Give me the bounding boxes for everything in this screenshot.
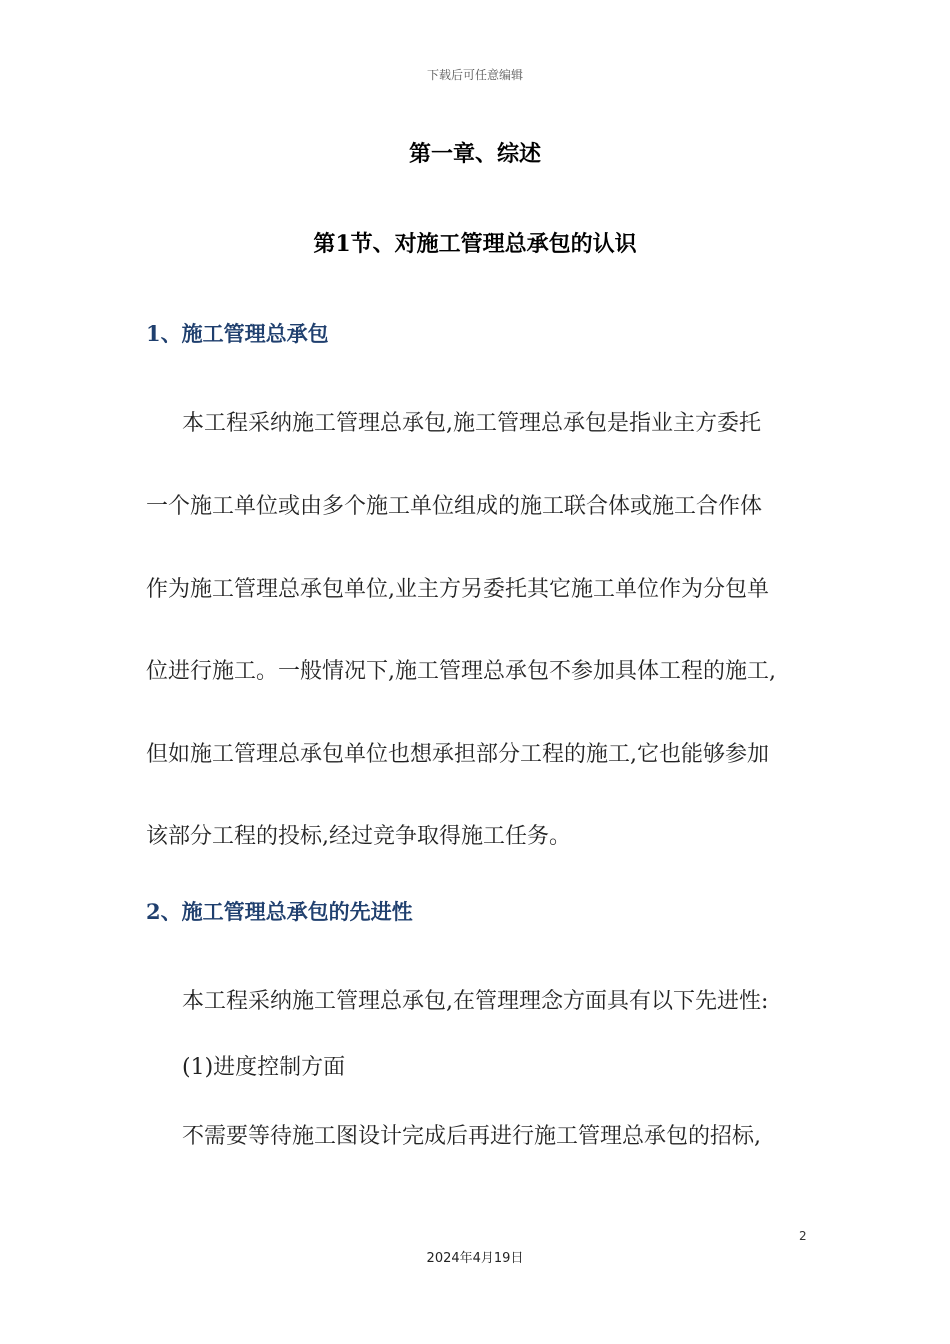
heading-2: 2、施工管理总承包的先进性 bbox=[146, 899, 413, 924]
paragraph-line: 该部分工程的投标,经过竞争取得施工任务。 bbox=[146, 824, 571, 849]
paragraph-line: 一个施工单位或由多个施工单位组成的施工联合体或施工合作体 bbox=[146, 494, 763, 519]
footer-date: 2024年4月19日 bbox=[426, 1251, 524, 1266]
paragraph-line: 不需要等待施工图设计完成后再进行施工管理总承包的招标, bbox=[182, 1124, 761, 1149]
list-item-progress-control: (1)进度控制方面 bbox=[182, 1055, 346, 1080]
page-number: 2 bbox=[799, 1229, 807, 1243]
paragraph-line: 作为施工管理总承包单位,业主方另委托其它施工单位作为分包单 bbox=[146, 577, 769, 602]
paragraph-line: 本工程采纳施工管理总承包,在管理理念方面具有以下先进性: bbox=[182, 989, 769, 1014]
paragraph-line: 但如施工管理总承包单位也想承担部分工程的施工,它也能够参加 bbox=[146, 742, 769, 767]
heading-1: 1、施工管理总承包 bbox=[146, 321, 329, 346]
chapter-title: 第一章、综述 bbox=[408, 141, 541, 167]
header-note: 下载后可任意编辑 bbox=[426, 68, 523, 82]
section-title: 第1节、对施工管理总承包的认识 bbox=[313, 231, 637, 257]
paragraph-line: 位进行施工。一般情况下,施工管理总承包不参加具体工程的施工, bbox=[146, 659, 776, 684]
paragraph-line: 本工程采纳施工管理总承包,施工管理总承包是指业主方委托 bbox=[182, 411, 761, 436]
